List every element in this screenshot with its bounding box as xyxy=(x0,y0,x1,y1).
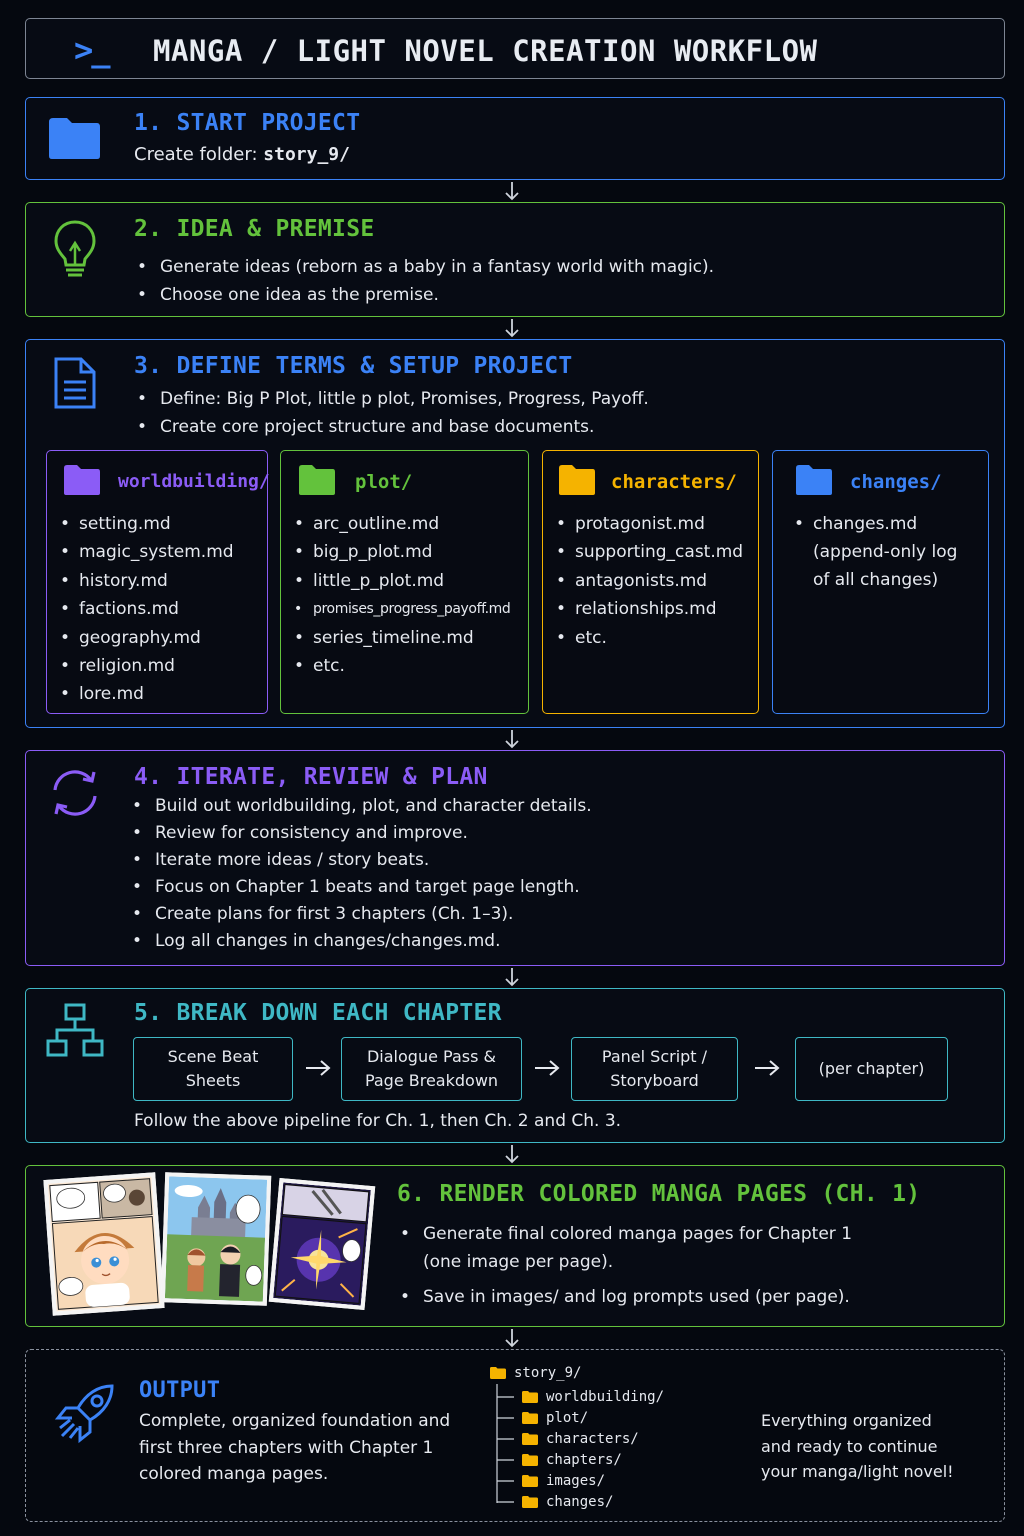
list-item xyxy=(397,1220,852,1276)
step-1-folder-name: story_9/ xyxy=(263,144,350,165)
step-2-card xyxy=(25,202,1005,317)
folder-icon xyxy=(522,1475,538,1487)
step-5-title: 5. BREAK DOWN EACH CHAPTER xyxy=(134,1000,502,1026)
list-item xyxy=(397,1283,852,1311)
step-1-card xyxy=(25,97,1005,180)
list-item: • magic_system.md xyxy=(57,538,234,566)
tree-item-label: plot/ xyxy=(546,1410,589,1426)
right-arrow-icon xyxy=(304,1058,332,1078)
pipeline-label-line: Scene Beat xyxy=(167,1047,259,1066)
list-item: • antagonists.md xyxy=(553,567,743,595)
step-5-footer: Follow the above pipeline for Ch. 1, then Ch. 2 and Ch. 3. xyxy=(134,1111,622,1131)
pipeline-label-line: Dialogue Pass & xyxy=(366,1047,496,1066)
folder-icon xyxy=(795,464,833,496)
bullet-line: (one image per page). xyxy=(423,1252,614,1272)
folder-icon xyxy=(298,464,336,496)
tree-item-label: worldbuilding/ xyxy=(546,1389,665,1405)
step-4-title: 4. ITERATE, REVIEW & PLAN xyxy=(134,764,488,790)
step-3-title: 3. DEFINE TERMS & SETUP PROJECT xyxy=(134,353,573,379)
list-item: • Create core project structure and base documents. xyxy=(134,413,649,441)
folder-name: changes/ xyxy=(850,471,942,493)
list-item: • geography.md xyxy=(57,624,234,652)
folder-icon xyxy=(63,464,101,496)
output-line: colored manga pages. xyxy=(139,1464,329,1484)
down-arrow-icon xyxy=(503,317,521,339)
output-line: Complete, organized foundation and xyxy=(139,1411,451,1431)
list-item: • little_p_plot.md xyxy=(291,567,510,595)
folder-icon xyxy=(522,1496,538,1508)
pipeline-step-panel-script xyxy=(571,1037,738,1101)
list-item: • lore.md xyxy=(57,680,234,708)
pipeline-label-line: Page Breakdown xyxy=(364,1071,499,1090)
manga-page-thumbnail xyxy=(161,1172,271,1306)
list-item: • religion.md xyxy=(57,652,234,680)
document-icon xyxy=(53,356,97,410)
tree-item-label: characters/ xyxy=(546,1431,639,1447)
list-item: • Focus on Chapter 1 beats and target page length. xyxy=(129,874,592,901)
step-4-card xyxy=(25,750,1005,966)
pipeline-label-line: Panel Script / xyxy=(601,1047,708,1066)
manga-page-thumbnail xyxy=(269,1178,375,1310)
bullet-line: • Generate final colored manga pages for Chapter 1 xyxy=(423,1224,853,1244)
folder-name: characters/ xyxy=(611,471,737,493)
output-title: OUTPUT xyxy=(139,1378,221,1403)
file-list xyxy=(291,510,510,680)
step-1-text-prefix: Create folder: xyxy=(134,144,264,165)
file-list xyxy=(57,510,234,709)
note-line: (append-only log xyxy=(813,542,958,562)
file-list xyxy=(553,510,743,652)
output-note-line: your manga/light novel! xyxy=(761,1462,954,1481)
characters-folder-card xyxy=(542,450,759,714)
down-arrow-icon xyxy=(503,966,521,988)
lightbulb-icon xyxy=(52,219,98,281)
page-title: MANGA / LIGHT NOVEL CREATION WORKFLOW xyxy=(153,34,818,68)
list-item: • etc. xyxy=(553,624,743,652)
list-item: • supporting_cast.md xyxy=(553,538,743,566)
list-item: • Create plans for first 3 chapters (Ch. 1–3). xyxy=(129,901,592,928)
tree-item xyxy=(522,1451,622,1469)
changes-folder-card xyxy=(772,450,989,714)
step-4-bullets xyxy=(129,793,592,955)
step-2-title: 2. IDEA & PREMISE xyxy=(134,216,375,242)
pipeline-step-scene-beat xyxy=(133,1037,293,1101)
folder-icon xyxy=(558,464,596,496)
tree-item xyxy=(522,1409,588,1427)
output-note-line: Everything organized xyxy=(761,1411,932,1430)
hierarchy-icon xyxy=(45,1003,105,1059)
folder-icon xyxy=(522,1391,538,1403)
step-6-title: 6. RENDER COLORED MANGA PAGES (CH. 1) xyxy=(397,1181,921,1207)
list-item: • Iterate more ideas / story beats. xyxy=(129,847,592,874)
pipeline-label-line: Storyboard xyxy=(610,1071,699,1090)
title-bar xyxy=(25,18,1005,79)
tree-item-label: changes/ xyxy=(546,1494,614,1510)
list-item: • changes.md xyxy=(791,510,917,538)
list-item: • Build out worldbuilding, plot, and character details. xyxy=(129,793,592,820)
right-arrow-icon xyxy=(753,1058,781,1078)
pipeline-label-line: (per chapter) xyxy=(818,1059,925,1078)
pipeline-step-dialogue-pass xyxy=(341,1037,522,1101)
step-3-bullets xyxy=(134,385,649,441)
output-line: first three chapters with Chapter 1 xyxy=(139,1437,434,1458)
rocket-icon xyxy=(54,1380,118,1444)
tree-root-label: story_9/ xyxy=(514,1365,582,1381)
step-1-title: 1. START PROJECT xyxy=(134,110,361,136)
step-2-bullets xyxy=(134,253,714,309)
tree-item xyxy=(522,1388,664,1406)
tree-item-label: images/ xyxy=(546,1473,606,1489)
list-item: • relationships.md xyxy=(553,595,743,623)
list-item: • promises_progress_payoff.md xyxy=(291,595,510,623)
down-arrow-icon xyxy=(503,1327,521,1349)
note-line: of all changes) xyxy=(813,570,939,591)
down-arrow-icon xyxy=(503,728,521,750)
folder-tree xyxy=(490,1364,730,1514)
tree-item xyxy=(522,1472,605,1490)
folder-name: worldbuilding/ xyxy=(118,471,270,492)
list-item: • Log all changes in changes/changes.md. xyxy=(129,928,592,955)
list-item: • Generate ideas (reborn as a baby in a fantasy world with magic). xyxy=(134,253,714,281)
list-item: • factions.md xyxy=(57,595,234,623)
tree-item xyxy=(522,1493,613,1511)
plot-folder-card xyxy=(280,450,529,714)
pipeline-label-line: Sheets xyxy=(185,1071,241,1090)
castle-panel-image xyxy=(165,1176,267,1301)
tree-item xyxy=(522,1430,639,1448)
down-arrow-icon xyxy=(503,180,521,202)
folder-icon xyxy=(522,1412,538,1424)
list-item: • Define: Big P Plot, little p plot, Promises, Progress, Payoff. xyxy=(134,385,649,413)
down-arrow-icon xyxy=(503,1143,521,1165)
changes-note xyxy=(813,538,957,595)
output-note-line: and ready to continue xyxy=(761,1436,938,1456)
list-item: • etc. xyxy=(291,652,510,680)
bullet-line: • Save in images/ and log prompts used (per page). xyxy=(423,1287,850,1307)
output-description xyxy=(139,1408,450,1488)
list-item: • big_p_plot.md xyxy=(291,538,510,566)
worldbuilding-folder-card xyxy=(46,450,268,714)
list-item: • protagonist.md xyxy=(553,510,743,538)
magic-panel-image xyxy=(273,1182,371,1305)
list-item: • setting.md xyxy=(57,510,234,538)
tree-item-label: chapters/ xyxy=(546,1452,622,1468)
right-arrow-icon xyxy=(533,1058,561,1078)
list-item: • series_timeline.md xyxy=(291,624,510,652)
folder-icon xyxy=(522,1454,538,1466)
folder-icon xyxy=(522,1433,538,1445)
list-item: • history.md xyxy=(57,567,234,595)
terminal-prompt-icon: >_ xyxy=(74,31,109,69)
list-item: • Review for consistency and improve. xyxy=(129,820,592,847)
folder-icon xyxy=(47,116,102,160)
step-1-text xyxy=(134,144,350,165)
manga-page-thumbnail xyxy=(43,1172,164,1315)
output-note xyxy=(761,1408,954,1485)
refresh-icon xyxy=(49,768,101,818)
list-item: • Choose one idea as the premise. xyxy=(134,281,714,309)
baby-panel-image xyxy=(48,1177,161,1312)
step-6-bullets xyxy=(397,1220,852,1311)
pipeline-step-per-chapter xyxy=(795,1037,948,1101)
list-item: • arc_outline.md xyxy=(291,510,510,538)
folder-icon xyxy=(490,1367,506,1379)
folder-name: plot/ xyxy=(355,471,413,493)
tree-root xyxy=(490,1364,581,1382)
file-list xyxy=(791,510,917,538)
